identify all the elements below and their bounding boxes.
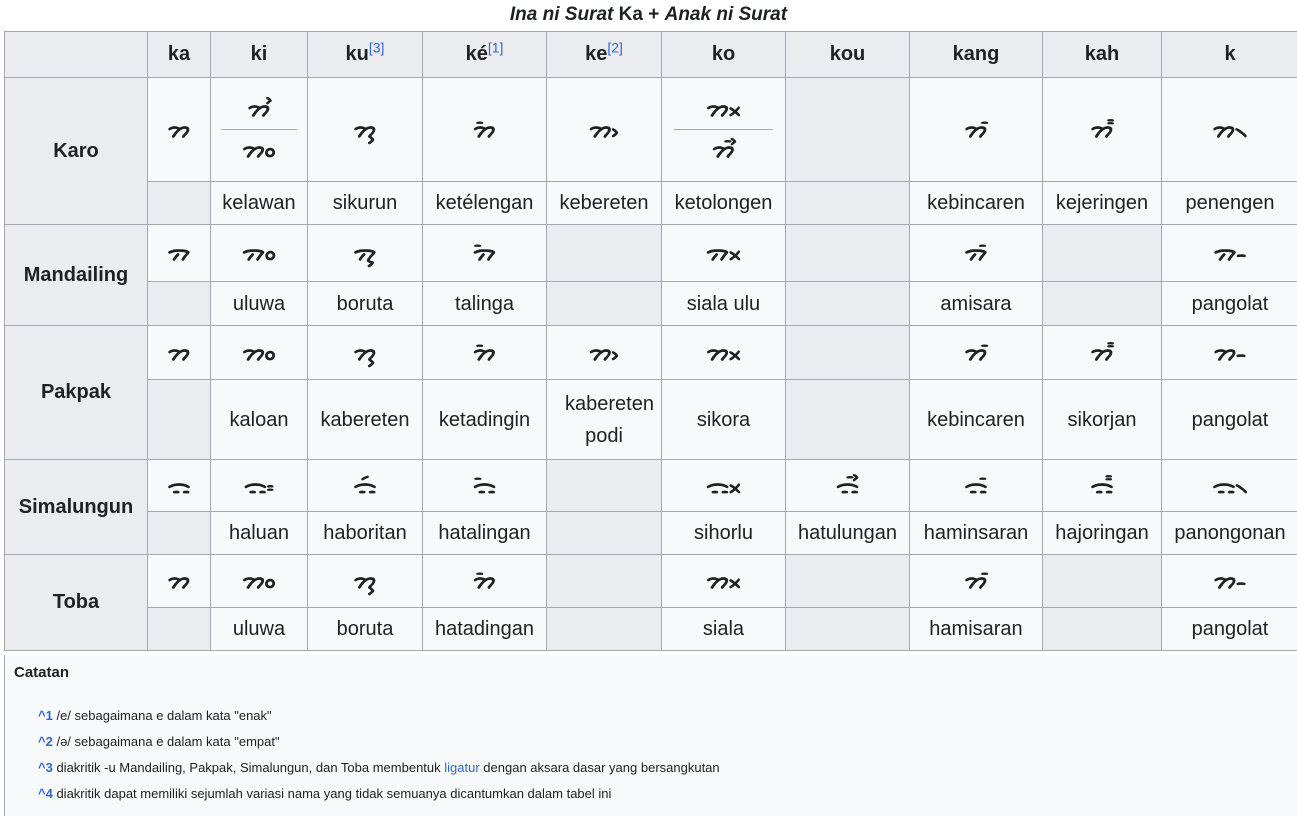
empty-cell (547, 460, 662, 512)
empty-cell (547, 512, 662, 555)
glyph-cell: ᯃᯰ (910, 460, 1043, 512)
diacritic-name: panongonan (1162, 512, 1297, 555)
header-ki: ki (211, 32, 308, 78)
notes-section (4, 655, 1297, 816)
diacritic-name: hajoringan (1043, 512, 1162, 555)
simalungun-glyph-row (5, 460, 1297, 512)
diacritic-name: ketadingin (423, 380, 547, 460)
glyph-cell: ᯂᯰ (910, 555, 1043, 608)
diacritic-name: siala ulu (662, 282, 786, 326)
glyph-cell: ᯃ (148, 460, 211, 512)
ref-link-2[interactable]: [2] (607, 39, 623, 56)
ref-link-3[interactable]: [3] (368, 39, 385, 56)
glyph-cell: ᯂᯰ (910, 326, 1043, 380)
glyph-cell: ᯂ (148, 78, 211, 182)
glyph-cell: ᯄᯮ (308, 225, 423, 282)
diacritic-name: boruta (308, 282, 423, 326)
glyph-cell: ᯂᯱ (1043, 326, 1162, 380)
caption-part-3: Anak ni Surat (664, 4, 788, 25)
empty-cell (786, 326, 910, 380)
header-ko: ko (662, 32, 786, 78)
glyph-cell: ᯂᯮ (308, 555, 423, 608)
caption-part-1: Ina ni Surat (509, 4, 614, 25)
diacritic-name: hatalingan (423, 512, 547, 555)
diacritic-name: kabereten (308, 380, 423, 460)
glyph-cell: ᯂᯩ (423, 555, 547, 608)
header-ke: ke[2] (547, 32, 662, 78)
diacritic-name: sikorjan (1043, 380, 1162, 460)
glyph-cell: ᯂᯧ (547, 78, 662, 182)
empty-cell (786, 380, 910, 460)
glyph-cell: ᯄᯪ (211, 225, 308, 282)
empty-cell (148, 282, 211, 326)
empty-cell (786, 225, 910, 282)
diacritic-name: kelawan (211, 182, 308, 225)
notes-title: Catatan (14, 664, 70, 681)
empty-cell (786, 555, 910, 608)
glyph-cell: ᯂᯰ (910, 78, 1043, 182)
diacritic-name: sihorlu (662, 512, 786, 555)
diacritic-name: amisara (910, 282, 1043, 326)
diacritic-name: hatulungan (786, 512, 910, 555)
diacritic-name: ketélengan (423, 182, 547, 225)
note-marker[interactable]: ^3 (38, 760, 53, 775)
glyph-cell: ᯂᯩ (423, 326, 547, 380)
diacritic-name: talinga (423, 282, 547, 326)
empty-cell (547, 225, 662, 282)
glyph-cell: ᯂ᯳ (1162, 555, 1297, 608)
diacritic-name: ketolongen (662, 182, 786, 225)
glyph-cell: ᯂᯪ (211, 555, 308, 608)
empty-cell (148, 608, 211, 651)
simalungun-name-row (5, 512, 1297, 555)
note-item (38, 707, 272, 725)
glyph-cell: ᯃᯭ (786, 460, 910, 512)
header-ku: ku[3] (308, 32, 423, 78)
diacritic-name: pangolat (1162, 282, 1297, 326)
header-row (5, 32, 1297, 78)
glyph-cell: ᯂᯨ ᯂᯪ (211, 78, 308, 182)
row-label-pakpak: Pakpak (5, 326, 148, 460)
note-item (38, 759, 720, 777)
glyph-cell: ᯄ᯳ (1162, 225, 1297, 282)
glyph-cell: ᯂᯩ (423, 78, 547, 182)
glyph-cell: ᯂᯮ (308, 326, 423, 380)
header-kou: kou (786, 32, 910, 78)
empty-cell (1043, 555, 1162, 608)
empty-cell (1043, 225, 1162, 282)
glyph-cell: ᯄ (148, 225, 211, 282)
diacritic-name: kebincaren (910, 182, 1043, 225)
row-label-simalungun: Simalungun (5, 460, 148, 555)
diacritic-name: haluan (211, 512, 308, 555)
diacritic-name: kejeringen (1043, 182, 1162, 225)
glyph-cell: ᯄᯩ (423, 225, 547, 282)
diacritic-name: kaloan (211, 380, 308, 460)
glyph-cell: ᯂᯧ (547, 326, 662, 380)
mandailing-glyph-row (5, 225, 1297, 282)
empty-cell (547, 282, 662, 326)
row-label-mandailing: Mandailing (5, 225, 148, 326)
glyph-cell: ᯂ (148, 326, 211, 380)
glyph-cell: ᯃᯯ (308, 460, 423, 512)
note-item (38, 785, 611, 803)
row-label-karo: Karo (5, 78, 148, 225)
glyph-cell: ᯂ (148, 555, 211, 608)
glyph-cell: ᯂᯱ (1043, 78, 1162, 182)
diacritic-name: siala (662, 608, 786, 651)
corner-cell (5, 32, 148, 78)
diacritic-name: hamisaran (910, 608, 1043, 651)
pakpak-glyph-row (5, 326, 1297, 380)
diacritic-name: kabereten podi (547, 380, 662, 460)
diacritic-name: sikurun (308, 182, 423, 225)
diacritic-name: sikora (662, 380, 786, 460)
glyph-cell: ᯂᯮ (308, 78, 423, 182)
header-ke-acute: ké[1] (423, 32, 547, 78)
empty-cell (1043, 608, 1162, 651)
glyph-cell: ᯃᯫ (211, 460, 308, 512)
note-text: /ə/ sebagaimana e dalam kata "empat" (56, 734, 280, 749)
empty-cell (786, 182, 910, 225)
diacritic-name: hatadingan (423, 608, 547, 651)
empty-cell (1043, 282, 1162, 326)
ligatur-link[interactable]: ligatur (444, 760, 480, 775)
glyph-cell: ᯂ᯲ (1162, 78, 1297, 182)
glyph-cell: ᯂᯬ (662, 326, 786, 380)
header-ka: ka (148, 32, 211, 78)
diacritic-name: uluwa (211, 282, 308, 326)
note-text: diakritik -u Mandailing, Pakpak, Simalungun, dan Toba membentuk (56, 760, 445, 775)
karo-glyph-row (5, 78, 1297, 182)
diacritic-name: pangolat (1162, 380, 1297, 460)
diacritic-name: haboritan (308, 512, 423, 555)
diacritic-name: penengen (1162, 182, 1297, 225)
glyph-cell: ᯃᯱ (1043, 460, 1162, 512)
glyph-cell: ᯃᯩ (423, 460, 547, 512)
diacritic-name: boruta (308, 608, 423, 651)
note-text-after: dengan aksara dasar yang bersangkutan (479, 760, 720, 775)
glyph-cell: ᯃ᯲ (1162, 460, 1297, 512)
mandailing-name-row (5, 282, 1297, 326)
glyph-cell: ᯄᯬ (662, 225, 786, 282)
empty-cell (547, 608, 662, 651)
glyph-cell: ᯂ᯳ (1162, 326, 1297, 380)
note-item (38, 733, 280, 751)
empty-cell (786, 282, 910, 326)
pakpak-name-row (5, 380, 1297, 460)
glyph-cell: ᯃᯬ (662, 460, 786, 512)
empty-cell (148, 512, 211, 555)
toba-name-row (5, 608, 1297, 651)
empty-cell (148, 380, 211, 460)
note-text: /e/ sebagaimana e dalam kata "enak" (56, 708, 272, 723)
diacritic-name: kebereten (547, 182, 662, 225)
empty-cell (547, 555, 662, 608)
batak-script-table (4, 31, 1297, 651)
diacritic-name: pangolat (1162, 608, 1297, 651)
karo-name-row (5, 182, 1297, 225)
glyph-cell: ᯂᯬ ᯂᯭ (662, 78, 786, 182)
diacritic-name: uluwa (211, 608, 308, 651)
diacritic-name: haminsaran (910, 512, 1043, 555)
empty-cell (148, 182, 211, 225)
toba-glyph-row (5, 555, 1297, 608)
note-marker[interactable]: ^1 (38, 708, 53, 723)
glyph-cell: ᯂᯬ (662, 555, 786, 608)
note-marker[interactable]: ^4 (38, 786, 53, 801)
note-text: diakritik dapat memiliki sejumlah variasi nama yang tidak semuanya dicantumkan dalam tabel ini (56, 786, 612, 801)
header-kang: kang (910, 32, 1043, 78)
row-label-toba: Toba (5, 555, 148, 651)
diacritic-name: kebincaren (910, 380, 1043, 460)
note-marker[interactable]: ^2 (38, 734, 53, 749)
ref-link-1[interactable]: [1] (487, 39, 504, 56)
glyph-cell: ᯄᯰ (910, 225, 1043, 282)
caption-part-2: Ka + (618, 4, 660, 25)
empty-cell (786, 608, 910, 651)
empty-cell (786, 78, 910, 182)
glyph-cell: ᯂᯪ (211, 326, 308, 380)
header-kah: kah (1043, 32, 1162, 78)
table-caption (0, 3, 1297, 27)
header-k: k (1162, 32, 1297, 78)
